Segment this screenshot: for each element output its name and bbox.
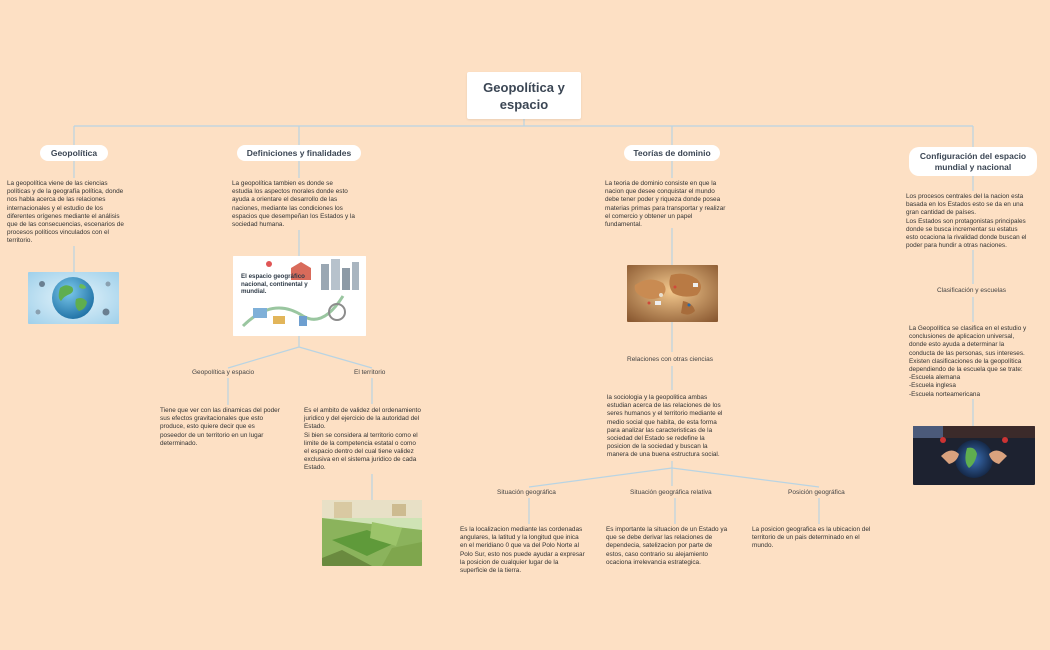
label-situacion-relativa[interactable]: Situación geográfica relativa <box>630 489 712 496</box>
teorias-text: La teoria de dominio consiste en que la nacion que desee conquistar el mundo debe tener poder y riqueza donde posea materias primas para transportar y realizar el comercio y obtener un papel fundamental. <box>605 180 726 229</box>
territory-image <box>322 500 422 566</box>
central-topic-label: Geopolítica y espacio <box>483 79 565 112</box>
geopolitica-text: La geopolítica viene de las ciencias políticas y de la geografía política, donde nos habla acerca de las relaciones internacionales y el estudio de los diferentes orígenes mediante el análisis que de las consecuencias, escenarios de procesos políticos vinculados con el territorio. <box>7 180 124 245</box>
definiciones-text: La geopolítica tambien es donde se estudia los aspectos morales donde esto ayuda a orientare el desarrollo de las naciones, mediante las condiciones los espacios que desempeñan los Estados y la sociedad humana. <box>232 180 355 229</box>
label-relaciones[interactable]: Relaciones con otras ciencias <box>627 356 713 363</box>
label-posicion-geografica[interactable]: Posición geográfica <box>788 489 845 496</box>
hands-globe-image <box>913 426 1035 485</box>
geopolitica-espacio-text: Tiene que ver con las dinamicas del poder sus efectos gravitacionales que esto produce, esto quiere decir que es poseedor de un territorio en un lugar determinado. <box>160 407 280 447</box>
label-situacion-geografica[interactable]: Situación geográfica <box>497 489 556 496</box>
node-teorias-label: Teorías de dominio <box>633 147 711 158</box>
node-definiciones[interactable] <box>237 145 361 161</box>
relaciones-text: la sociologia y la geopolitica ambas estudian acerca de las relaciones de los seres humanos y el territorio mediante el medio social que habita, de esta forma para analizar las caracteristicas de la sociedad del Estado se redefine la posicion de la sociedad y buscan la manera de una buena estructura social. <box>607 394 723 459</box>
configuracion-text: Los procesos centrales del la nacion esta basada en los Estados esto se da en una gran cantidad de países. Los Estados son protagonistas principales donde se busca incrementar su estatus esto ocaciona la rivalidad donde buscan el poder para hundir a otras naciones. <box>906 193 1027 250</box>
node-configuracion-label: Configuración del espacio mundial y nacional <box>919 150 1027 172</box>
node-geopolitica[interactable] <box>40 145 108 161</box>
label-territorio[interactable]: El territorio <box>354 369 386 376</box>
globe-image <box>28 272 119 324</box>
geographic-space-image <box>233 256 366 336</box>
node-definiciones-label: Definiciones y finalidades <box>246 147 352 158</box>
node-teorias[interactable] <box>624 145 720 161</box>
label-geopolitica-espacio[interactable]: Geopolítica y espacio <box>192 369 255 376</box>
node-configuracion[interactable] <box>909 147 1037 176</box>
situacion-geografica-text: Es la localizacion mediante las cordenadas angulares, la latitud y la longitud que inica en el meridiano 0 que va del Polo Norte al Polo Sur, esto nos puede ayudar a expresar la posicion de cualquier lugar de la superficie de la tierra. <box>460 526 585 575</box>
node-geopolitica-label: Geopolítica <box>50 147 98 158</box>
territorio-text: Es el ambito de validez del ordenamiento juridico y del ejercicio de la autoridad del Estado. Si bien se considera al territorio como el limite de la competencia estatal o como el espacio dentro del cual tiene validez exclusiva en el sistema juridico de cada Estado. <box>304 407 421 472</box>
world-map-image <box>627 265 718 322</box>
central-topic[interactable] <box>467 72 581 119</box>
posicion-geografica-text: La posicion geografica es la ubicacion del territorio de un pais determinado en el mundo. <box>752 526 871 550</box>
situacion-relativa-text: Es importante la situacion de un Estado ya que se debe derivar las relaciones de dependecia, satelizacion por parte de estos, caso contrario su alejamiento ocaciona irrelevancia estrategica. <box>606 526 728 566</box>
label-clasificacion[interactable]: Clasificación y escuelas <box>937 287 1007 294</box>
geographic-space-caption: El espacio geográfico nacional, continental y mundial. <box>241 273 308 296</box>
clasificacion-text: La Geopolítica se clasifica en el estudio y conclusiones de aplicacion universal, donde esto ayuda a determinar la conducta de las personas, sus intereses. Existen clasificaciones de la geopolítica dependiendo de la escuela que se trate: -Escuela alemana -Escuela inglesa -Escuela norteamericana <box>909 325 1027 398</box>
